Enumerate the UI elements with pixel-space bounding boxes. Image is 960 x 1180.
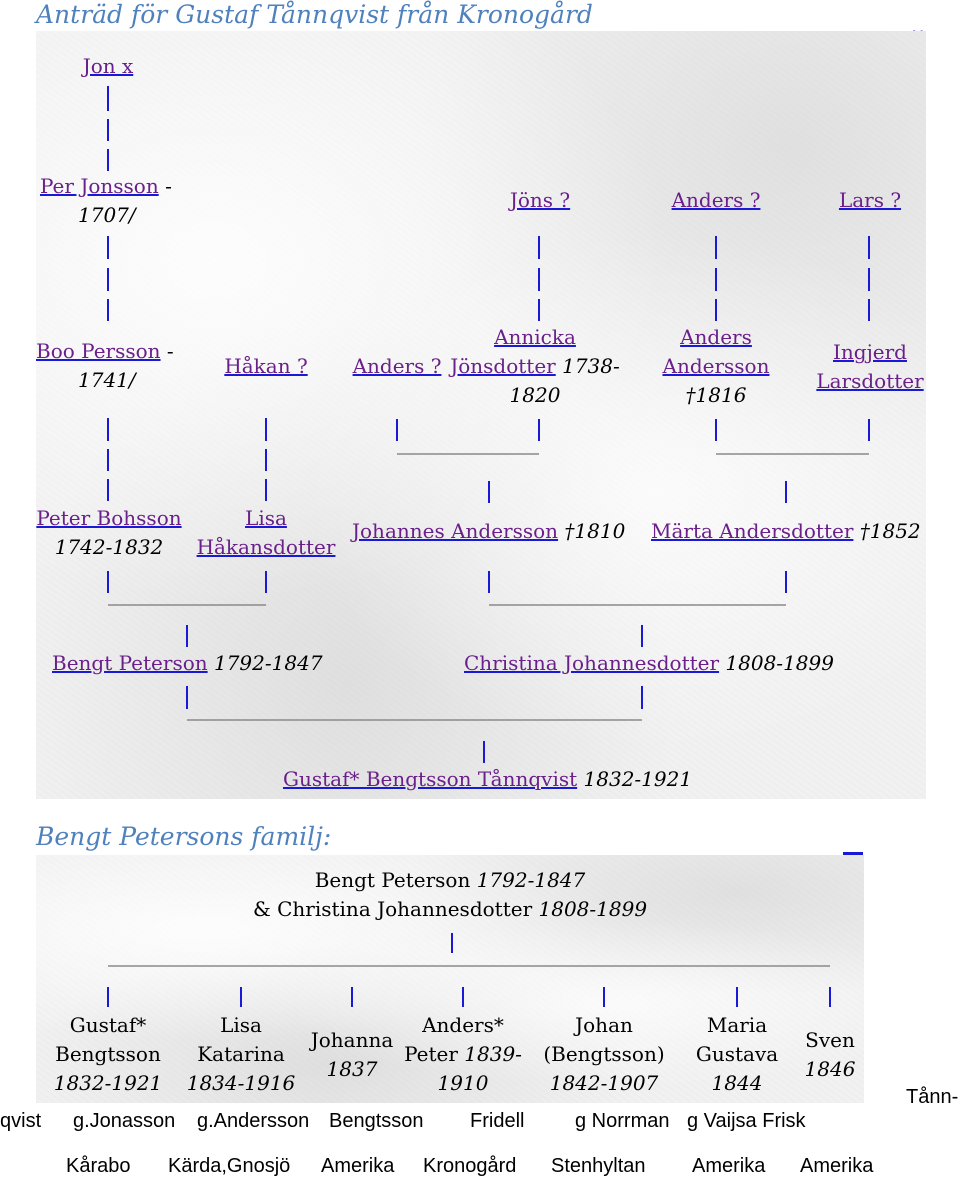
ancestor-jons[interactable] xyxy=(498,186,582,215)
ancestor-name[interactable]: Anders ? xyxy=(671,188,761,212)
parent-name: & Christina Johannesdotter xyxy=(252,897,533,921)
child-date: 1910 xyxy=(437,1071,489,1095)
row2-cell: Kronogård xyxy=(423,1155,517,1177)
ancestor-name[interactable]: Boo Persson xyxy=(36,339,161,363)
ancestor-per[interactable] xyxy=(40,172,172,230)
ancestor-name[interactable]: Ingjerd xyxy=(833,340,907,364)
ancestor-annicka[interactable] xyxy=(448,323,622,410)
row2-cell: Amerika xyxy=(692,1155,766,1177)
parent-name: Bengt Peterson xyxy=(314,868,471,892)
ancestor-anders-andersson[interactable] xyxy=(656,323,776,410)
child-maria xyxy=(684,1011,790,1098)
parent-date: 1808-1899 xyxy=(538,897,648,921)
child-gustaf xyxy=(44,1011,172,1098)
ancestor-date: †1810 xyxy=(564,519,626,543)
ancestor-name[interactable]: Larsdotter xyxy=(816,369,924,393)
tree-lines xyxy=(36,31,926,799)
ancestor-date: 1820 xyxy=(509,383,561,407)
ancestor-jon[interactable] xyxy=(66,52,150,81)
ancestor-name[interactable]: Andersson xyxy=(662,354,770,378)
ancestor-name[interactable]: Håkan ? xyxy=(224,354,308,378)
separator: - xyxy=(166,339,174,363)
child-anders xyxy=(396,1011,530,1098)
row1-cell: g.Jonasson xyxy=(73,1110,176,1132)
ancestor-name[interactable]: Bengt Peterson xyxy=(52,651,208,675)
row1-cell: qvist xyxy=(0,1110,42,1132)
ancestor-name[interactable]: Annicka xyxy=(494,325,576,349)
ancestor-name[interactable]: Anders xyxy=(680,325,752,349)
row1-cell: Fridell xyxy=(470,1110,525,1132)
family-parents xyxy=(36,866,864,924)
child-name: (Bengtsson) xyxy=(543,1042,665,1066)
ancestor-name[interactable]: Jöns ? xyxy=(509,188,571,212)
child-name: Gustaf* xyxy=(69,1013,147,1037)
row2-cell: Kårabo xyxy=(66,1155,131,1177)
ancestor-anders-q1[interactable] xyxy=(348,352,446,381)
ancestor-date: 1792-1847 xyxy=(213,651,323,675)
ancestor-peter[interactable] xyxy=(36,504,182,562)
ancestor-name[interactable]: Johannes Andersson xyxy=(352,519,559,543)
child-date: 1846 xyxy=(804,1057,856,1081)
page-title: Anträd för Gustaf Tånnqvist från Kronogård xyxy=(36,0,593,29)
child-date: 1839- xyxy=(464,1042,522,1066)
ancestor-name[interactable]: Lars ? xyxy=(838,188,902,212)
row1-cell: g.Andersson xyxy=(197,1110,310,1132)
parent-date: 1792-1847 xyxy=(476,868,586,892)
ancestor-name[interactable]: Per Jonsson xyxy=(40,174,159,198)
ancestor-name[interactable]: Gustaf* Bengtsson Tånnqvist xyxy=(283,767,578,791)
row2-cell: Amerika xyxy=(321,1155,395,1177)
child-date: 1832-1921 xyxy=(53,1071,163,1095)
row1-cell: g Vaijsa Frisk xyxy=(687,1110,806,1132)
ancestor-name[interactable]: Lisa xyxy=(245,506,287,530)
ancestor-date: †1852 xyxy=(859,519,921,543)
ancestor-marta[interactable] xyxy=(651,517,921,546)
separator: - xyxy=(165,174,172,198)
ancestor-name[interactable]: Christina Johannesdotter xyxy=(464,651,720,675)
ancestor-name[interactable]: Jon x xyxy=(82,54,134,78)
ancestor-date: 1707/ xyxy=(78,203,136,227)
ancestor-name[interactable]: Håkansdotter xyxy=(196,535,336,559)
child-name: Bengtsson xyxy=(55,1042,161,1066)
child-name: Lisa xyxy=(220,1013,262,1037)
child-name: Peter xyxy=(404,1042,458,1066)
ancestor-date: 1738- xyxy=(562,354,620,378)
child-date: 1842-1907 xyxy=(549,1071,659,1095)
ancestor-lars[interactable] xyxy=(826,186,914,215)
child-lisa xyxy=(177,1011,305,1098)
ancestor-tree xyxy=(36,31,926,799)
family-chart xyxy=(36,855,864,1103)
ancestor-anders-q2[interactable] xyxy=(666,186,766,215)
ancestor-date: 1742-1832 xyxy=(54,535,164,559)
ancestor-name[interactable]: Anders ? xyxy=(352,354,442,378)
family-heading: Bengt Petersons familj: xyxy=(36,822,332,851)
child-date: 1844 xyxy=(711,1071,763,1095)
ancestor-christina[interactable] xyxy=(464,649,834,678)
ancestor-hakan[interactable] xyxy=(218,352,314,381)
ancestor-name[interactable]: Jönsdotter xyxy=(450,354,556,378)
ancestor-boo[interactable] xyxy=(36,337,174,395)
ancestor-date: 1832-1921 xyxy=(583,767,693,791)
ancestor-date: †1816 xyxy=(685,383,747,407)
ancestor-date: 1741/ xyxy=(78,368,136,392)
ancestor-bengt[interactable] xyxy=(52,649,323,678)
ancestor-name[interactable]: Märta Andersdotter xyxy=(651,519,854,543)
child-johanna xyxy=(304,1026,400,1084)
child-name: Maria xyxy=(706,1013,768,1037)
row2-cell: Stenhyltan xyxy=(551,1155,646,1177)
child-name: Johan xyxy=(575,1013,633,1037)
ancestor-gustaf[interactable] xyxy=(283,765,692,794)
ancestor-lisa[interactable] xyxy=(196,504,336,562)
child-name: Gustava xyxy=(695,1042,779,1066)
row2-cell: Amerika xyxy=(800,1155,874,1177)
child-date: 1837 xyxy=(326,1057,378,1081)
child-name: Johanna xyxy=(310,1028,394,1052)
child-name: Anders* xyxy=(422,1013,504,1037)
child-sven xyxy=(796,1026,864,1084)
ancestor-johannes[interactable] xyxy=(352,517,625,546)
row1-cell: Bengtsson xyxy=(329,1110,424,1132)
child-johan xyxy=(536,1011,672,1098)
ancestor-date: 1808-1899 xyxy=(725,651,834,675)
child-name: Katarina xyxy=(197,1042,285,1066)
child-name: Sven xyxy=(805,1028,855,1052)
row2-cell: Kärda,Gnosjö xyxy=(168,1155,291,1177)
overflow-tann: Tånn- xyxy=(906,1086,959,1108)
row1-cell: g Norrman xyxy=(575,1110,670,1132)
ancestor-name[interactable]: Peter Bohsson xyxy=(36,506,182,530)
ancestor-ingjerd[interactable] xyxy=(814,338,926,396)
child-date: 1834-1916 xyxy=(186,1071,296,1095)
